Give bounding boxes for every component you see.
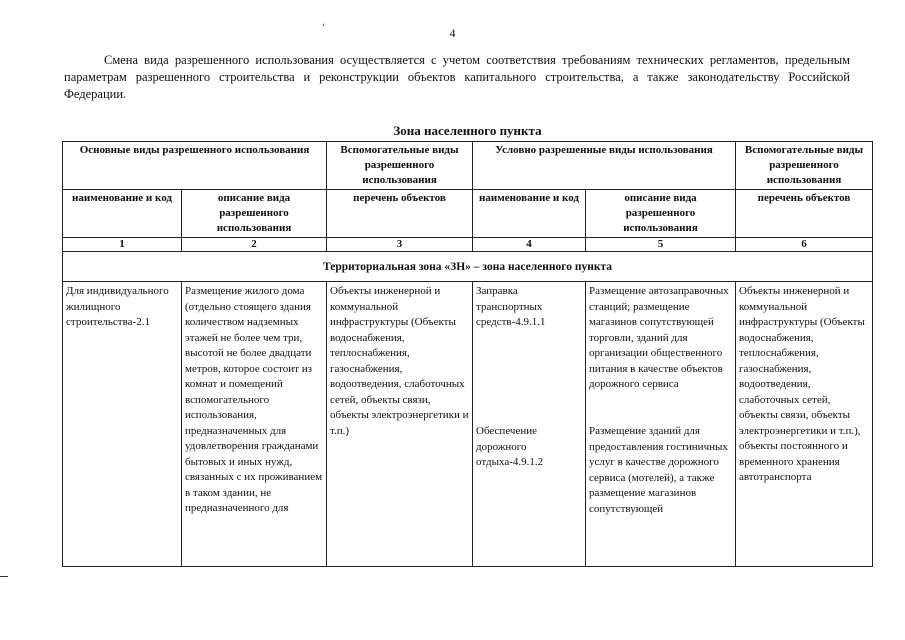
conditional-use-name-1: Заправка транспортных средств-4.9.1.1 <box>476 285 546 328</box>
conditional-use-name-2: Обеспечение дорожного отдыха-4.9.1.2 <box>476 425 544 468</box>
column-number: 2 <box>182 238 327 252</box>
zone-title: Зона населенного пункта <box>393 123 542 138</box>
intro-paragraph: Смена вида разрешенного использования осуществляется с учетом соответствия требованиям технических регламентов, предельным параметрам разрешенного строительства и реконструкции объектов капитального строительства, а также законодательству Российской Федерации. <box>64 53 850 101</box>
conditional-descriptions-cell <box>589 284 732 566</box>
table-subheader-row <box>63 190 873 238</box>
subheader-description: описание вида разрешенного использования <box>182 190 327 238</box>
table-row <box>63 282 873 567</box>
main-use-name: Для индивидуального жилищного строительства-2.1 <box>66 285 169 328</box>
zone-row <box>63 252 873 282</box>
auxiliary-objects-2: Объекты инженерной и коммунальной инфраструктуры (Объекты водоснабжения, теплоснабжения, газоснабжения, водоотведения, слаботочных сетей, объекты связи, объекты электроэнергетики и т.п.), объекты постоянного и временного хранения автотранспорта <box>739 285 865 483</box>
column-number: 1 <box>63 238 182 252</box>
subheader-description-2: описание вида разрешенного использования <box>586 190 736 238</box>
scan-artifact: ʻ <box>322 22 325 32</box>
header-main-uses: Основные виды разрешенного использования <box>63 142 327 190</box>
column-number: 6 <box>736 238 873 252</box>
auxiliary-objects: Объекты инженерной и коммунальной инфраструктуры (Объекты водоснабжения, теплоснабжения, газоснабжения, водоотведения, слаботочных сетей, объекты связи, объекты электроэнергетики и т.п.) <box>330 285 469 437</box>
subheader-object-list: перечень объектов <box>327 190 473 238</box>
column-number-row <box>63 238 873 252</box>
table-header-row <box>63 142 873 190</box>
header-auxiliary-uses-2: Вспомогательные виды разрешенного использования <box>736 142 873 190</box>
header-auxiliary-uses: Вспомогательные виды разрешенного использования <box>327 142 473 190</box>
subheader-name-code: наименование и код <box>63 190 182 238</box>
column-number: 3 <box>327 238 473 252</box>
column-number: 4 <box>473 238 586 252</box>
conditional-use-description-2: Размещение зданий для предоставления гостиничных услуг в качестве дорожного сервиса (мотелей), а также размещение магазинов сопутствующей <box>589 425 728 515</box>
conditional-names-cell <box>476 284 582 566</box>
margin-mark <box>0 576 8 577</box>
column-number: 5 <box>586 238 736 252</box>
subheader-name-code-2: наименование и код <box>473 190 586 238</box>
conditional-use-description-1: Размещение автозаправочных станций; размещение магазинов сопутствующей торговли, зданий для организации общественного питания в качестве объектов дорожного сервиса <box>589 285 729 390</box>
zone-row-title: Территориальная зона «ЗН» – зона населенного пункта <box>63 252 873 282</box>
page-number: 4 <box>449 26 456 40</box>
land-use-table <box>62 141 873 567</box>
header-conditional-uses: Условно разрешенные виды использования <box>473 142 736 190</box>
subheader-object-list-2: перечень объектов <box>736 190 873 238</box>
main-use-description: Размещение жилого дома (отдельно стоящего здания количеством надземных этажей не более чем три, высотой не более двадцати метров, которое состоит из комнат и помещений вспомогательного использования, предназначенных для удовлетворения гражданами бытовых и иных нужд, связанных с их проживанием в таком здании, не предназначенного для <box>185 285 323 514</box>
